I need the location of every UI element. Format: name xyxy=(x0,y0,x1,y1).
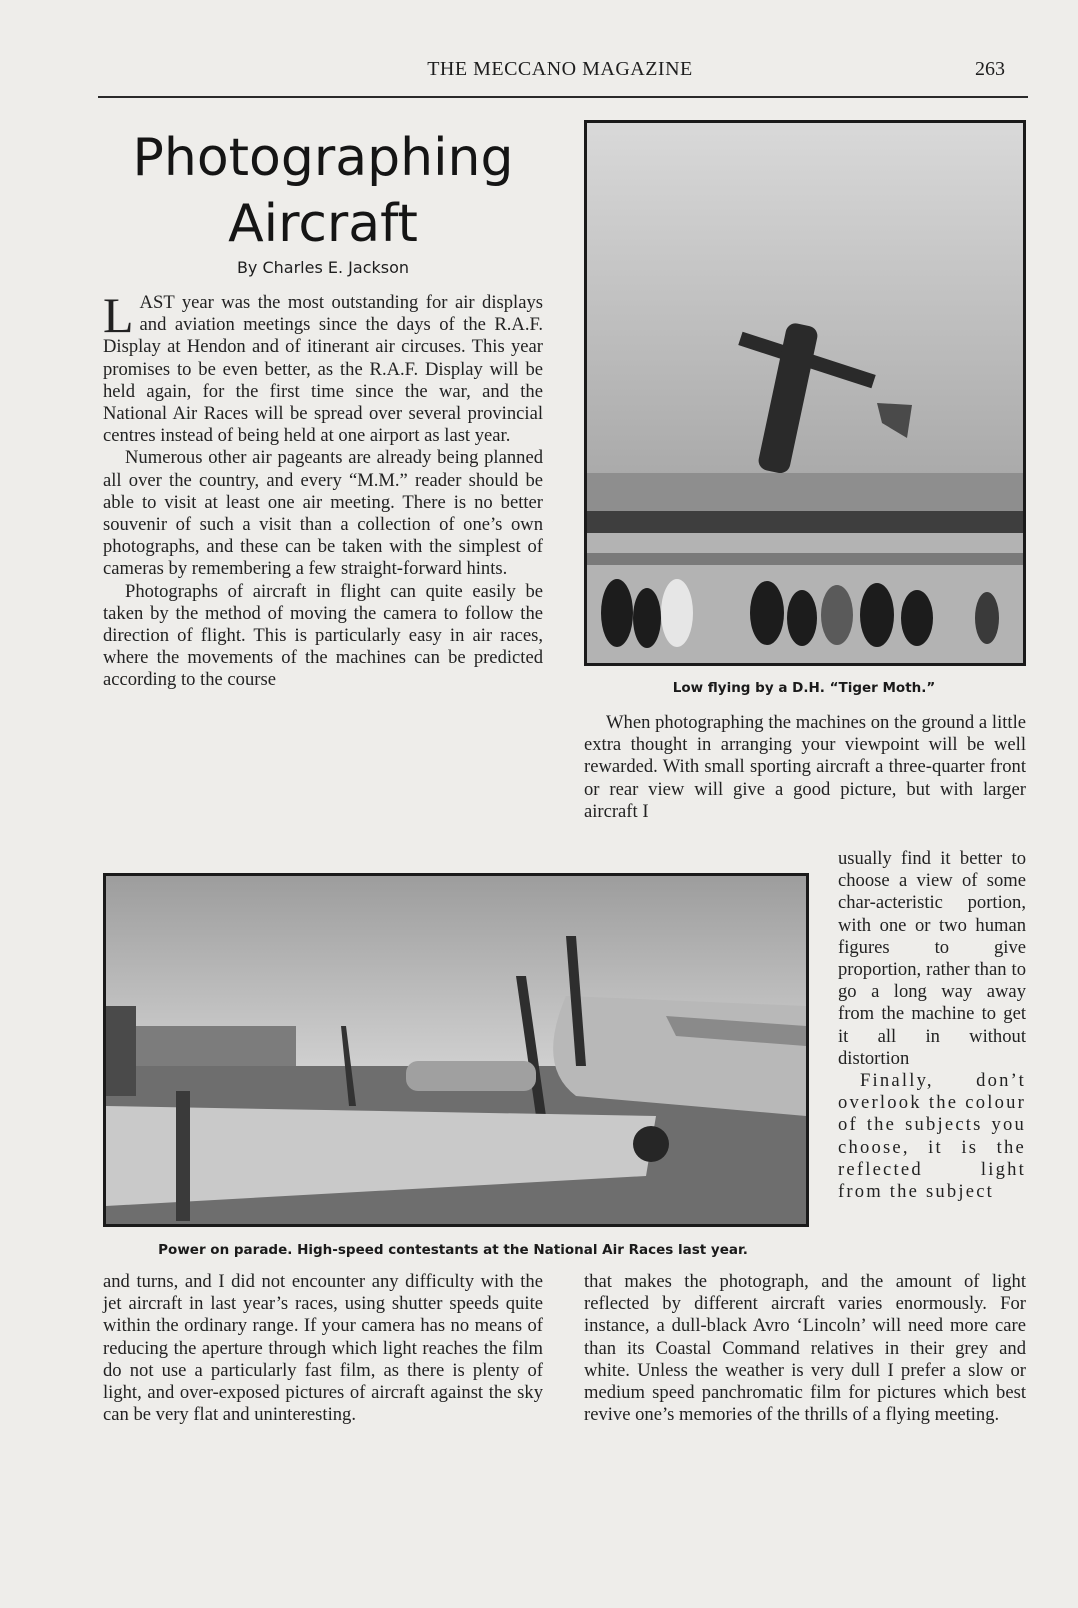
paragraph-5-narrow: Finally, don’t overlook the colour of the subjects you choose, it is the reflected light from the subject xyxy=(838,1070,1026,1203)
tiger-moth-caption: Low flying by a D.H. “Tiger Moth.” xyxy=(672,680,936,696)
paragraph-1 xyxy=(103,287,543,447)
page-number: 263 xyxy=(975,58,1005,80)
air-races-parade-image xyxy=(106,876,806,1224)
right-column-narrow xyxy=(838,848,1026,1203)
article-byline: By Charles E. Jackson xyxy=(236,258,410,277)
left-column-top xyxy=(103,287,543,692)
article-title-line-1: Photographing xyxy=(132,128,514,188)
paragraph-3: Photographs of aircraft in flight can quite easily be taken by the method of moving the camera to follow the direction of flight. This is particularly easy in air races, where the movements of the machines can be predicted according to the course xyxy=(103,580,543,691)
paragraph-4-wide: When photographing the machines on the ground a little extra thought in arranging your viewpoint will be well rewarded. With small sporting aircraft a three-quarter front or rear view will give a good picture, but with larger aircraft I xyxy=(584,712,1026,822)
left-column-bottom xyxy=(103,1271,543,1426)
article-title-line-2: Aircraft xyxy=(228,194,418,254)
paragraph-2: Numerous other air pageants are already being planned all over the country, and every “M.M.” reader should be able to visit at least one air meeting. There is no better souvenir of such a visit than a collection of one’s own photographs, and these can be taken with the simplest of cameras by remembering a few straight-forward hints. xyxy=(103,447,543,580)
paragraph-1-text: AST year was the most outstanding for air displays and aviation meetings since the days of the R.A.F. Display at Hendon and of itinerant air circuses. This year promises to be even better, as the R.A.F. Display will be held again, for the first time since the war, and the National Air Races will be spread over several provincial centres instead of being held at one airport as last year. xyxy=(103,292,543,447)
magazine-title: THE MECCANO MAGAZINE xyxy=(427,58,693,80)
drop-cap: L xyxy=(103,287,134,343)
tiger-moth-photo xyxy=(584,120,1026,666)
paragraph-3-continued: and turns, and I did not encounter any difficulty with the jet aircraft in last year’s races, using shutter speeds quite within the ordinary range. If your camera has no means of reducing the aperture through which light reaches the film do not use a particularly fast film, as there is plenty of light, and over-exposed pictures of aircraft against the sky can be very flat and uninteresting. xyxy=(103,1271,543,1426)
paragraph-4-narrow: usually find it better to choose a view of some char-acteristic portion, with one or two human figures to give proportion, rather than to go a long way away from the machine to get it all in without distortion xyxy=(838,848,1026,1069)
air-races-caption: Power on parade. High-speed contestants at the National Air Races last year. xyxy=(158,1242,748,1258)
header-rule xyxy=(98,96,1028,98)
paragraph-5-wide: that makes the photograph, and the amount of light reflected by different aircraft varies enormously. For instance, a dull-black Avro ‘Lincoln’ will need more care than its Coastal Command relatives in their grey and white. Unless the weather is very dull I prefer a slow or medium speed panchromatic film for pictures which best revive one’s memories of the thrills of a flying meeting. xyxy=(584,1271,1026,1426)
air-races-parade-photo xyxy=(103,873,809,1227)
tiger-moth-photo-image xyxy=(587,123,1023,663)
right-column-bottom xyxy=(584,1271,1026,1426)
right-column-top xyxy=(584,712,1026,823)
